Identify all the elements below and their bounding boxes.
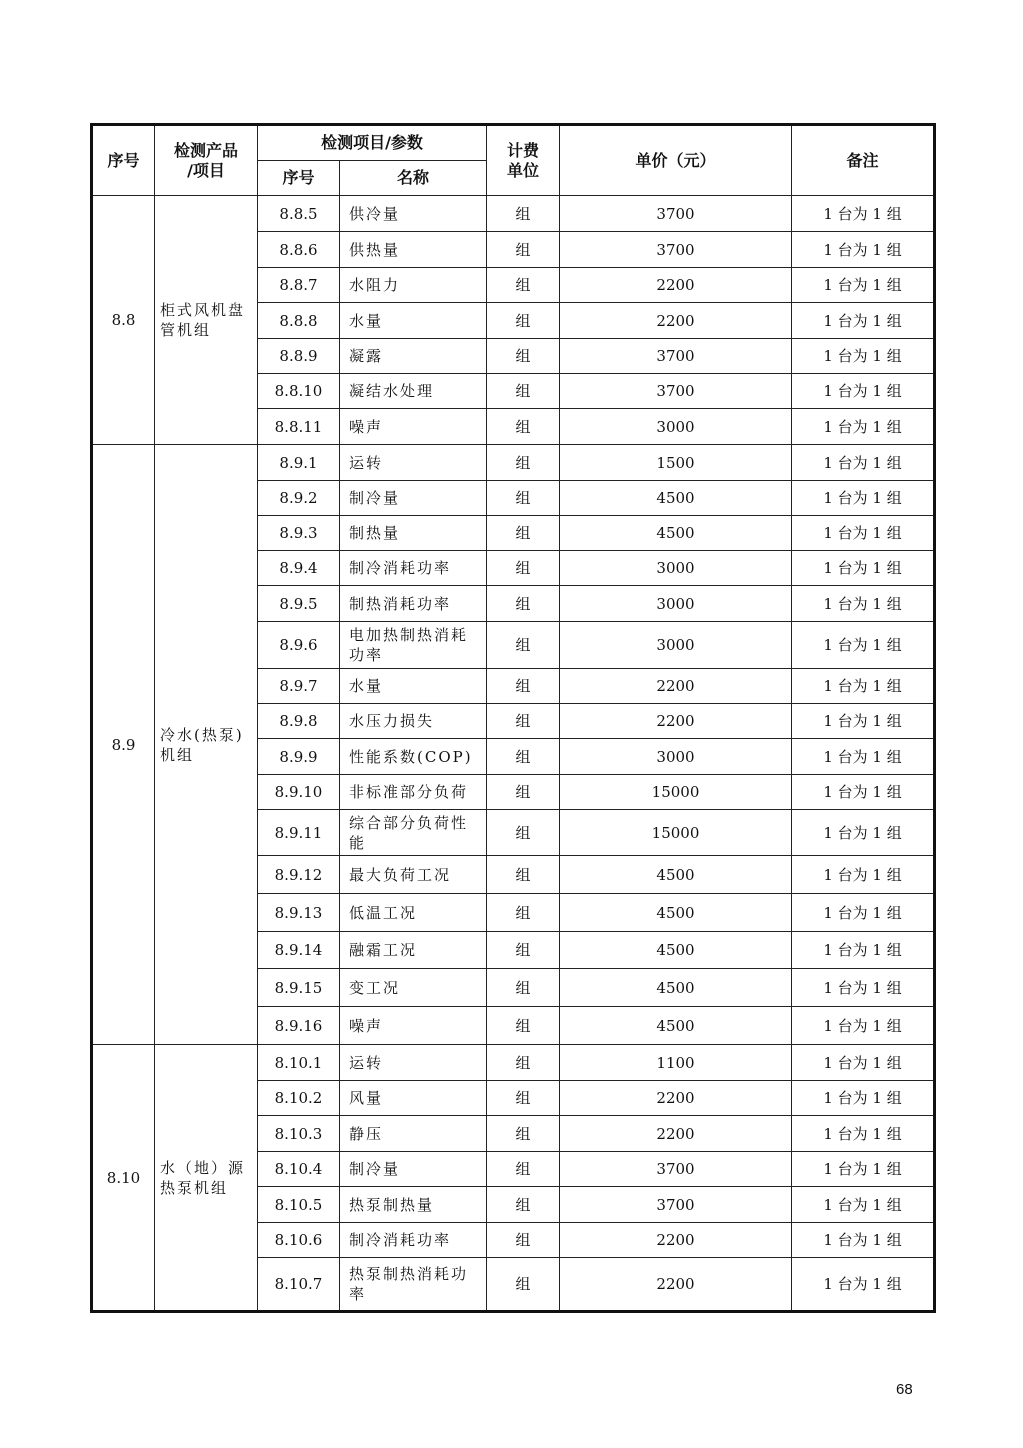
item-no: 8.9.3 — [258, 516, 340, 551]
item-unit: 组 — [487, 303, 560, 339]
item-name: 供冷量 — [340, 196, 487, 232]
item-name: 电加热制热消耗功率 — [340, 622, 487, 669]
item-no: 8.10.7 — [258, 1258, 340, 1312]
item-name: 水压力损失 — [340, 704, 487, 739]
item-name: 水量 — [340, 669, 487, 704]
item-price: 2200 — [560, 1081, 792, 1116]
item-remark: 1 台为 1 组 — [792, 586, 935, 622]
item-price: 4500 — [560, 1007, 792, 1045]
item-unit: 组 — [487, 669, 560, 704]
item-remark: 1 台为 1 组 — [792, 481, 935, 516]
price-table — [90, 123, 936, 1313]
item-remark: 1 台为 1 组 — [792, 1007, 935, 1045]
item-no: 8.9.5 — [258, 586, 340, 622]
item-no: 8.9.4 — [258, 551, 340, 586]
item-name: 凝露 — [340, 339, 487, 374]
item-name: 制热量 — [340, 516, 487, 551]
item-no: 8.8.6 — [258, 232, 340, 268]
group-product: 柜式风机盘管机组 — [155, 196, 258, 445]
item-no: 8.8.10 — [258, 374, 340, 409]
item-remark: 1 台为 1 组 — [792, 1223, 935, 1258]
item-name: 热泵制热量 — [340, 1187, 487, 1223]
item-remark: 1 台为 1 组 — [792, 810, 935, 856]
item-name: 最大负荷工况 — [340, 856, 487, 894]
item-price: 3700 — [560, 1152, 792, 1187]
item-remark: 1 台为 1 组 — [792, 1187, 935, 1223]
item-no: 8.10.2 — [258, 1081, 340, 1116]
item-price: 15000 — [560, 775, 792, 810]
item-price: 3000 — [560, 586, 792, 622]
item-price: 3700 — [560, 196, 792, 232]
item-price: 2200 — [560, 1223, 792, 1258]
header-sub-name: 名称 — [340, 161, 487, 196]
item-unit: 组 — [487, 374, 560, 409]
item-remark: 1 台为 1 组 — [792, 739, 935, 775]
item-name: 制热消耗功率 — [340, 586, 487, 622]
item-name: 综合部分负荷性能 — [340, 810, 487, 856]
item-unit: 组 — [487, 622, 560, 669]
item-unit: 组 — [487, 704, 560, 739]
header-params: 检测项目/参数 — [258, 125, 487, 161]
item-price: 3700 — [560, 1187, 792, 1223]
item-name: 运转 — [340, 1045, 487, 1081]
item-price: 3000 — [560, 622, 792, 669]
item-no: 8.9.2 — [258, 481, 340, 516]
item-name: 性能系数(COP) — [340, 739, 487, 775]
item-name: 变工况 — [340, 969, 487, 1007]
header-remark: 备注 — [792, 125, 935, 196]
item-no: 8.9.11 — [258, 810, 340, 856]
item-unit: 组 — [487, 932, 560, 969]
item-remark: 1 台为 1 组 — [792, 1081, 935, 1116]
item-no: 8.9.14 — [258, 932, 340, 969]
item-price: 3700 — [560, 374, 792, 409]
item-unit: 组 — [487, 969, 560, 1007]
item-unit: 组 — [487, 1152, 560, 1187]
item-price: 4500 — [560, 481, 792, 516]
item-remark: 1 台为 1 组 — [792, 339, 935, 374]
item-price: 4500 — [560, 932, 792, 969]
item-unit: 组 — [487, 1187, 560, 1223]
item-name: 热泵制热消耗功率 — [340, 1258, 487, 1312]
item-remark: 1 台为 1 组 — [792, 1258, 935, 1312]
item-no: 8.10.6 — [258, 1223, 340, 1258]
item-unit: 组 — [487, 1223, 560, 1258]
item-name: 融霜工况 — [340, 932, 487, 969]
item-unit: 组 — [487, 856, 560, 894]
item-name: 风量 — [340, 1081, 487, 1116]
table-row — [92, 1045, 935, 1081]
group-seq: 8.8 — [92, 196, 155, 445]
item-name: 低温工况 — [340, 894, 487, 932]
item-unit: 组 — [487, 268, 560, 303]
page-number: 68 — [896, 1381, 913, 1398]
item-remark: 1 台为 1 组 — [792, 1045, 935, 1081]
item-remark: 1 台为 1 组 — [792, 856, 935, 894]
item-unit: 组 — [487, 810, 560, 856]
item-remark: 1 台为 1 组 — [792, 303, 935, 339]
item-no: 8.10.4 — [258, 1152, 340, 1187]
item-remark: 1 台为 1 组 — [792, 409, 935, 445]
item-no: 8.9.9 — [258, 739, 340, 775]
item-price: 2200 — [560, 1116, 792, 1152]
item-unit: 组 — [487, 516, 560, 551]
item-unit: 组 — [487, 409, 560, 445]
item-no: 8.9.13 — [258, 894, 340, 932]
group-seq: 8.10 — [92, 1045, 155, 1312]
item-no: 8.9.8 — [258, 704, 340, 739]
item-name: 运转 — [340, 445, 487, 481]
item-no: 8.9.15 — [258, 969, 340, 1007]
item-remark: 1 台为 1 组 — [792, 445, 935, 481]
item-no: 8.9.7 — [258, 669, 340, 704]
item-price: 2200 — [560, 669, 792, 704]
item-name: 制冷消耗功率 — [340, 551, 487, 586]
item-price: 3000 — [560, 409, 792, 445]
item-remark: 1 台为 1 组 — [792, 374, 935, 409]
item-unit: 组 — [487, 1081, 560, 1116]
item-no: 8.10.1 — [258, 1045, 340, 1081]
item-name: 制冷量 — [340, 1152, 487, 1187]
header-product: 检测产品 /项目 — [155, 125, 258, 196]
item-remark: 1 台为 1 组 — [792, 551, 935, 586]
item-price: 4500 — [560, 516, 792, 551]
item-unit: 组 — [487, 1007, 560, 1045]
item-unit: 组 — [487, 551, 560, 586]
item-price: 2200 — [560, 1258, 792, 1312]
item-price: 1100 — [560, 1045, 792, 1081]
item-price: 4500 — [560, 969, 792, 1007]
item-unit: 组 — [487, 586, 560, 622]
item-remark: 1 台为 1 组 — [792, 932, 935, 969]
item-no: 8.8.9 — [258, 339, 340, 374]
item-no: 8.8.11 — [258, 409, 340, 445]
item-name: 噪声 — [340, 1007, 487, 1045]
item-price: 2200 — [560, 704, 792, 739]
item-no: 8.9.1 — [258, 445, 340, 481]
item-no: 8.8.8 — [258, 303, 340, 339]
item-remark: 1 台为 1 组 — [792, 704, 935, 739]
item-no: 8.9.6 — [258, 622, 340, 669]
item-remark: 1 台为 1 组 — [792, 669, 935, 704]
item-price: 3700 — [560, 232, 792, 268]
item-remark: 1 台为 1 组 — [792, 894, 935, 932]
header-seq: 序号 — [92, 125, 155, 196]
item-unit: 组 — [487, 232, 560, 268]
item-unit: 组 — [487, 339, 560, 374]
item-price: 1500 — [560, 445, 792, 481]
item-remark: 1 台为 1 组 — [792, 268, 935, 303]
item-price: 2200 — [560, 268, 792, 303]
item-remark: 1 台为 1 组 — [792, 516, 935, 551]
item-no: 8.9.10 — [258, 775, 340, 810]
item-remark: 1 台为 1 组 — [792, 196, 935, 232]
item-price: 3000 — [560, 551, 792, 586]
group-product: 冷水(热泵)机组 — [155, 445, 258, 1045]
item-no: 8.9.12 — [258, 856, 340, 894]
item-remark: 1 台为 1 组 — [792, 1152, 935, 1187]
item-unit: 组 — [487, 1045, 560, 1081]
item-unit: 组 — [487, 481, 560, 516]
header-sub-seq: 序号 — [258, 161, 340, 196]
item-no: 8.10.3 — [258, 1116, 340, 1152]
item-no: 8.8.7 — [258, 268, 340, 303]
table-row — [92, 196, 935, 232]
item-name: 水量 — [340, 303, 487, 339]
item-name: 供热量 — [340, 232, 487, 268]
group-seq: 8.9 — [92, 445, 155, 1045]
item-name: 非标准部分负荷 — [340, 775, 487, 810]
group-product: 水（地）源热泵机组 — [155, 1045, 258, 1312]
item-name: 凝结水处理 — [340, 374, 487, 409]
item-remark: 1 台为 1 组 — [792, 1116, 935, 1152]
item-no: 8.10.5 — [258, 1187, 340, 1223]
header-price: 单价（元） — [560, 125, 792, 196]
header-unit: 计费 单位 — [487, 125, 560, 196]
item-price: 4500 — [560, 856, 792, 894]
item-remark: 1 台为 1 组 — [792, 775, 935, 810]
item-unit: 组 — [487, 1116, 560, 1152]
item-price: 15000 — [560, 810, 792, 856]
item-unit: 组 — [487, 1258, 560, 1312]
item-price: 3700 — [560, 339, 792, 374]
item-unit: 组 — [487, 894, 560, 932]
item-remark: 1 台为 1 组 — [792, 622, 935, 669]
table-body — [92, 196, 935, 1312]
item-price: 3000 — [560, 739, 792, 775]
item-no: 8.9.16 — [258, 1007, 340, 1045]
item-name: 水阻力 — [340, 268, 487, 303]
item-unit: 组 — [487, 445, 560, 481]
item-price: 2200 — [560, 303, 792, 339]
item-unit: 组 — [487, 739, 560, 775]
item-name: 制冷量 — [340, 481, 487, 516]
item-name: 噪声 — [340, 409, 487, 445]
item-price: 4500 — [560, 894, 792, 932]
item-remark: 1 台为 1 组 — [792, 232, 935, 268]
item-no: 8.8.5 — [258, 196, 340, 232]
item-unit: 组 — [487, 775, 560, 810]
item-name: 静压 — [340, 1116, 487, 1152]
item-name: 制冷消耗功率 — [340, 1223, 487, 1258]
item-unit: 组 — [487, 196, 560, 232]
item-remark: 1 台为 1 组 — [792, 969, 935, 1007]
table-row — [92, 445, 935, 481]
